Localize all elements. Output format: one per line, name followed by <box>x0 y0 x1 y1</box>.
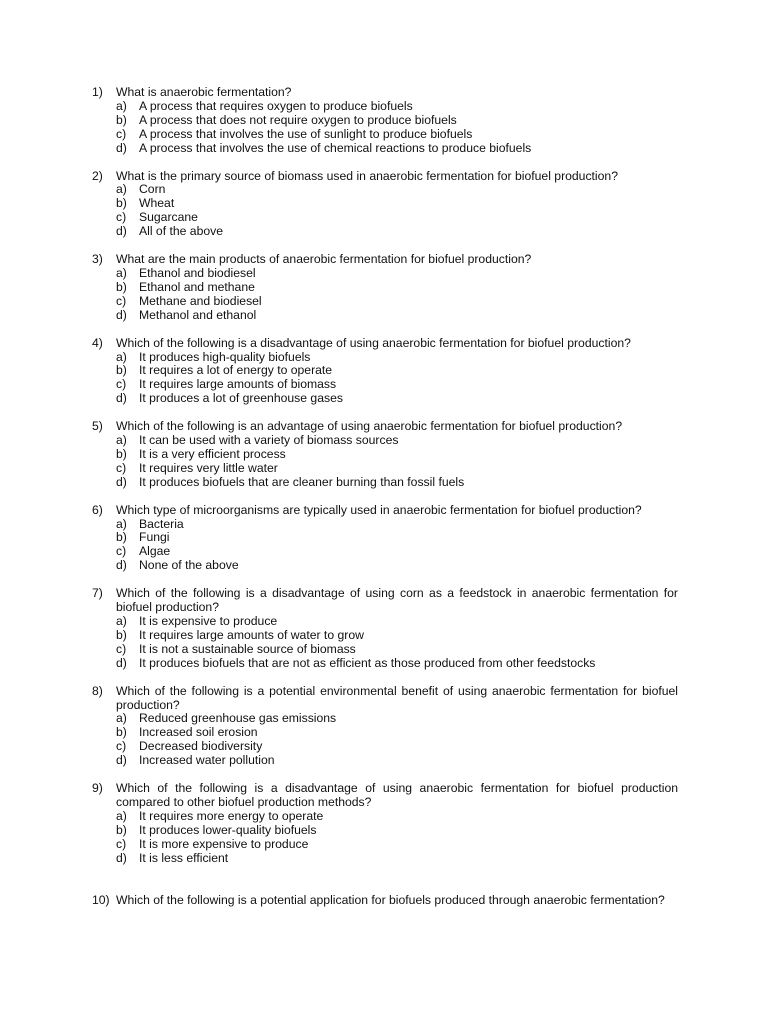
question-text: Which of the following is an advantage of using anaerobic fermentation for biofuel production? <box>116 419 623 434</box>
option-text: It is a very efficient process <box>139 446 286 461</box>
answer-option <box>116 281 678 295</box>
option-text: A process that requires oxygen to produce biofuels <box>139 98 413 113</box>
question-2 <box>92 170 678 240</box>
answer-option <box>116 448 678 462</box>
question-text: What is the primary source of biomass used in anaerobic fermentation for biofuel production? <box>116 168 618 183</box>
option-text: It is more expensive to produce <box>139 836 309 851</box>
answer-option <box>116 545 678 559</box>
answer-option <box>116 838 678 852</box>
option-text: Ethanol and biodiesel <box>139 265 256 280</box>
answer-options <box>92 183 678 239</box>
option-letter: c) <box>116 641 127 656</box>
option-text: It produces biofuels that are cleaner burning than fossil fuels <box>139 474 465 489</box>
answer-options <box>92 100 678 156</box>
answer-option <box>116 434 678 448</box>
option-letter: c) <box>116 377 127 392</box>
question-6 <box>92 504 678 574</box>
option-letter: d) <box>116 391 127 406</box>
answer-option <box>116 392 678 406</box>
answer-option <box>116 462 678 476</box>
question-number: 5) <box>92 419 103 434</box>
option-letter: d) <box>116 307 127 322</box>
option-text: Reduced greenhouse gas emissions <box>139 711 337 726</box>
option-letter: c) <box>116 126 127 141</box>
option-text: Methanol and ethanol <box>139 307 257 322</box>
question-10 <box>92 894 678 908</box>
option-text: It requires very little water <box>139 460 278 475</box>
option-text: Increased water pollution <box>139 753 275 768</box>
option-letter: b) <box>116 446 127 461</box>
answer-option <box>116 754 678 768</box>
option-letter: b) <box>116 112 127 127</box>
question-text: Which of the following is a disadvantage of using anaerobic fermentation for biofuel production? <box>116 335 631 350</box>
option-text: All of the above <box>139 224 224 239</box>
option-text: Increased soil erosion <box>139 725 258 740</box>
option-letter: b) <box>116 530 127 545</box>
option-text: None of the above <box>139 558 239 573</box>
option-letter: b) <box>116 822 127 837</box>
option-letter: d) <box>116 224 127 239</box>
option-text: Bacteria <box>139 516 184 531</box>
answer-option <box>116 531 678 545</box>
option-letter: a) <box>116 614 127 628</box>
question-number: 9) <box>92 781 103 796</box>
option-text: It is less efficient <box>139 850 229 865</box>
option-letter: a) <box>116 182 127 197</box>
option-text: It requires a lot of energy to operate <box>139 363 333 378</box>
answer-option <box>116 114 678 128</box>
question-4 <box>92 337 678 407</box>
answer-option <box>116 197 678 211</box>
option-text: It produces a lot of greenhouse gases <box>139 391 343 406</box>
question-number: 3) <box>92 252 103 267</box>
option-letter: c) <box>116 836 127 851</box>
option-letter: c) <box>116 293 127 308</box>
option-text: It produces high-quality biofuels <box>139 349 311 364</box>
question-1 <box>92 86 678 156</box>
answer-option <box>116 726 678 740</box>
option-letter: c) <box>116 460 127 475</box>
option-letter: d) <box>116 558 127 573</box>
option-text: Corn <box>139 182 166 197</box>
question-number: 7) <box>92 586 103 601</box>
answer-option <box>116 712 678 726</box>
option-text: A process that involves the use of chemical reactions to produce biofuels <box>139 140 532 155</box>
option-letter: d) <box>116 753 127 768</box>
answer-options <box>92 712 678 768</box>
question-text: What are the main products of anaerobic fermentation for biofuel production? <box>116 252 532 267</box>
answer-options <box>92 518 678 574</box>
question-text: Which of the following is a potential environmental benefit of using anaerobic fermentation for biofuel production? <box>116 683 678 712</box>
answer-option <box>116 824 678 838</box>
option-letter: b) <box>116 627 127 642</box>
answer-option <box>116 364 678 378</box>
option-letter: c) <box>116 739 127 754</box>
answer-option <box>116 295 678 309</box>
answer-option <box>116 740 678 754</box>
question-number: 4) <box>92 335 103 350</box>
question-number: 8) <box>92 683 103 698</box>
question-5 <box>92 420 678 490</box>
option-text: Sugarcane <box>139 210 198 225</box>
answer-option <box>116 211 678 225</box>
option-letter: a) <box>116 711 127 726</box>
question-8 <box>92 685 678 768</box>
option-text: It produces lower-quality biofuels <box>139 822 317 837</box>
option-text: It requires large amounts of water to grow <box>139 627 364 642</box>
option-letter: d) <box>116 474 127 489</box>
option-text: It is expensive to produce <box>139 614 278 628</box>
answer-options <box>92 351 678 407</box>
option-text: A process that involves the use of sunlight to produce biofuels <box>139 126 473 141</box>
option-text: Decreased biodiversity <box>139 739 263 754</box>
option-letter: b) <box>116 725 127 740</box>
question-7 <box>92 587 678 670</box>
option-text: It requires more energy to operate <box>139 808 324 823</box>
answer-options <box>92 434 678 490</box>
option-text: It is not a sustainable source of biomass <box>139 641 356 656</box>
option-letter: b) <box>116 363 127 378</box>
option-letter: c) <box>116 210 127 225</box>
answer-option <box>116 351 678 365</box>
option-text: Wheat <box>139 196 175 211</box>
answer-options <box>92 810 678 866</box>
answer-option <box>116 309 678 323</box>
option-letter: a) <box>116 265 127 280</box>
answer-option <box>116 852 678 866</box>
answer-option <box>116 615 678 629</box>
option-letter: d) <box>116 655 127 670</box>
question-number: 1) <box>92 85 103 99</box>
answer-option <box>116 559 678 573</box>
answer-option <box>116 810 678 824</box>
question-text: Which type of microorganisms are typically used in anaerobic fermentation for biofuel production? <box>116 502 642 517</box>
answer-option <box>116 378 678 392</box>
option-text: A process that does not require oxygen to produce biofuels <box>139 112 457 127</box>
question-number: 10) <box>92 892 110 907</box>
option-text: Fungi <box>139 530 170 545</box>
option-letter: a) <box>116 516 127 531</box>
question-3 <box>92 253 678 323</box>
option-text: It produces biofuels that are not as efficient as those produced from other feedstocks <box>139 655 596 670</box>
option-letter: a) <box>116 98 127 113</box>
answer-option <box>116 518 678 532</box>
question-number: 6) <box>92 502 103 517</box>
answer-options <box>92 267 678 323</box>
option-text: Algae <box>139 544 171 559</box>
option-text: Ethanol and methane <box>139 279 255 294</box>
option-letter: d) <box>116 850 127 865</box>
answer-options <box>92 615 678 671</box>
option-text: It requires large amounts of biomass <box>139 377 337 392</box>
answer-option <box>116 629 678 643</box>
answer-option <box>116 225 678 239</box>
answer-option <box>116 267 678 281</box>
option-text: Methane and biodiesel <box>139 293 262 308</box>
option-letter: d) <box>116 140 127 155</box>
option-letter: c) <box>116 544 127 559</box>
answer-option <box>116 643 678 657</box>
answer-option <box>116 142 678 156</box>
question-text: What is anaerobic fermentation? <box>116 85 292 99</box>
question-text: Which of the following is a potential application for biofuels produced through anaerobic fermentation? <box>116 892 665 907</box>
answer-option <box>116 183 678 197</box>
option-letter: b) <box>116 196 127 211</box>
answer-option <box>116 476 678 490</box>
answer-option <box>116 128 678 142</box>
question-text: Which of the following is a disadvantage of using anaerobic fermentation for biofuel production compared to other biofuel production methods? <box>116 781 678 809</box>
answer-option <box>116 657 678 671</box>
question-9 <box>92 782 678 865</box>
option-letter: b) <box>116 279 127 294</box>
question-number: 2) <box>92 168 103 183</box>
question-text: Which of the following is a disadvantage of using corn as a feedstock in anaerobic fermentation for biofuel production? <box>116 586 678 615</box>
option-letter: a) <box>116 349 127 364</box>
option-letter: a) <box>116 433 127 448</box>
option-text: It can be used with a variety of biomass sources <box>139 433 399 448</box>
option-letter: a) <box>116 808 127 823</box>
answer-option <box>116 100 678 114</box>
